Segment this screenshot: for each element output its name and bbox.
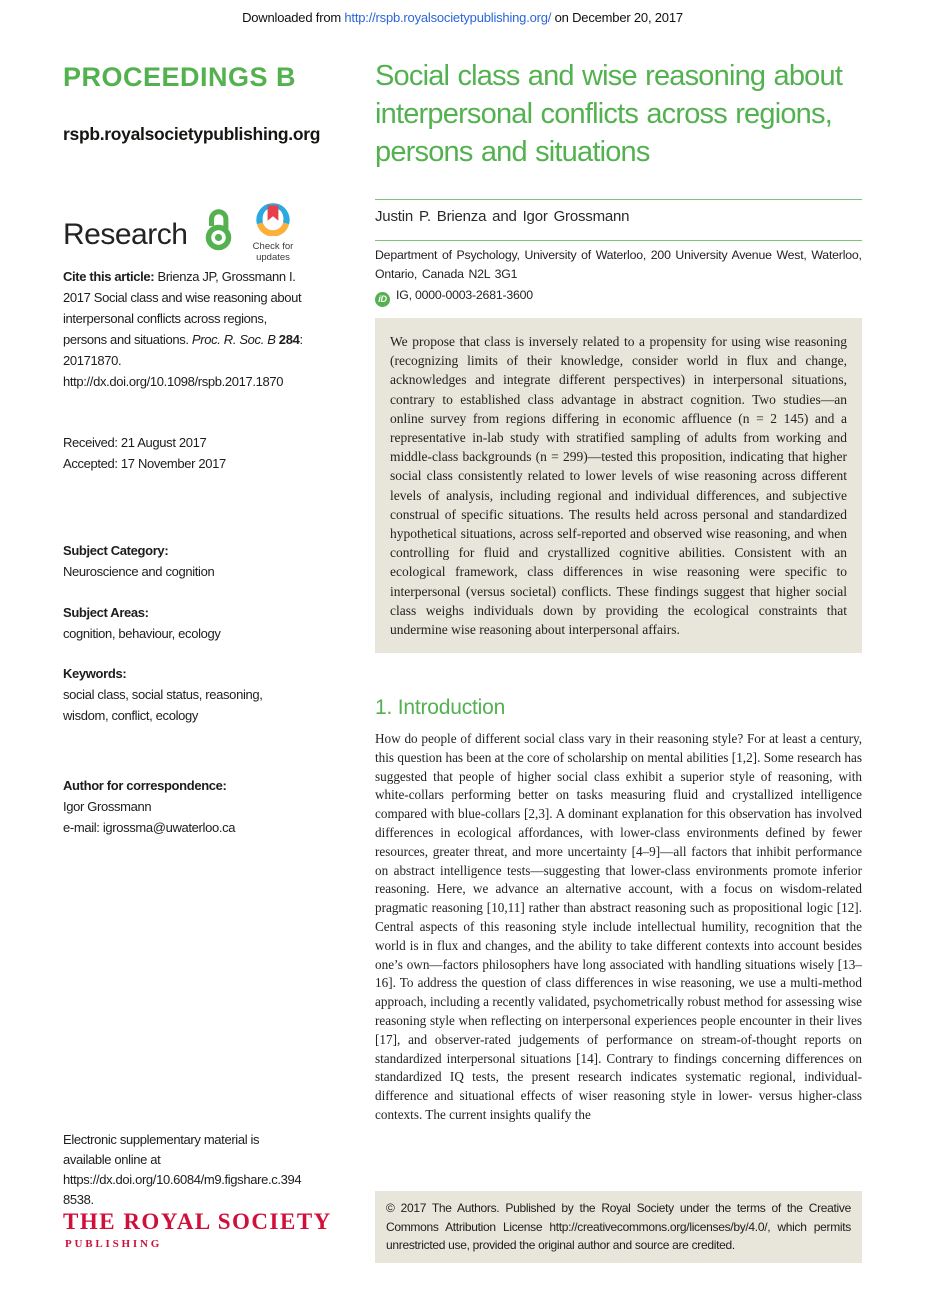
article-authors: Justin P. Brienza and Igor Grossmann <box>375 208 630 225</box>
subject-areas <box>63 602 308 644</box>
email-link[interactable]: igrossma@uwaterloo.ca <box>102 820 236 835</box>
cite-this-article <box>63 266 308 392</box>
cite-text: Brienza JP, Grossmann I. 2017 Social class and wise reasoning about interpersonal conflicts across regions, persons and situations. <box>63 269 302 347</box>
journal-logo: PROCEEDINGS B <box>63 62 297 92</box>
article-title: Social class and wise reasoning about interpersonal conflicts across regions, persons and situations <box>375 60 843 168</box>
download-note <box>0 10 925 25</box>
introduction-paragraph: How do people of different social class vary in their reasoning style? For at least a century, this question has been at the core of scholarship on mental abilities [1,2]. Some research has suggested that people of higher social class exhibit a superior style of reasoning, with white-collars performing better on tasks measuring fluid and crystallized intelligence compared with blue-collars [2,3]. A dominant explanation for this observation has involved differences in ecological affordances, with lower-class environments defined by fewer resources, greater threat, and more uncertainty [4–9]—all factors that inhibit performance on abstract intelligence tests—suggesting that lower-class environments promote inferior reasoning. Here, we advance an alternative account, with a focus on wisdom-related pragmatic reasoning [10,11] rather than abstract reasoning such as propositional logic [12]. Central aspects of this reasoning style include intellectual humility, recognition that the world is in flux and changes, and the ability to take different contexts into account besides one’s own—factors philosophers have long associated with handling situations wisely [13–16]. To address the question of class differences in wise reasoning, we use a multi-method approach, including a recently validated, psychometrically robust method for assessing wise reasoning style when reflecting on interpersonal experiences people encounter in their lives [17], and observer-rated judgements of performance on stream-of-thought reports on standardized interpersonal situations [14]. Contrary to findings concerning differences on standardized IQ tests, the present research indicates systematic regional, individual-difference and situational effects of wiser reasoning style in lower- versus higher-class contexts. The current insights qualify the <box>375 731 862 1122</box>
correspondence-name: Igor Grossmann <box>63 799 152 814</box>
keywords-value: social class, social status, reasoning, wisdom, conflict, ecology <box>63 687 263 723</box>
esm-text: Electronic supplementary material is available online at <box>63 1132 260 1167</box>
orcid-icon[interactable]: iD <box>375 292 390 307</box>
keywords <box>63 663 308 726</box>
cite-doi-link[interactable]: http://dx.doi.org/10.1098/rspb.2017.1870 <box>63 374 284 389</box>
check-for-updates-caption: Check for updates <box>252 241 294 263</box>
cite-label: Cite this article: <box>63 269 155 284</box>
royal-society-logo: THE ROYAL SOCIETY <box>63 1209 332 1234</box>
author-rule-bottom <box>375 240 862 241</box>
electronic-supplementary-note <box>63 1130 308 1210</box>
accepted-date: Accepted: 17 November 2017 <box>63 456 226 471</box>
received-date: Received: 21 August 2017 <box>63 435 207 450</box>
cite-volume: 284 <box>275 332 300 347</box>
abstract-text: We propose that class is inversely related to a propensity for using wise reasoning (recognizing limits of their knowledge, consider world in flux and change, acknowledges and integrate different perspectives) in interpersonal situations, contrary to established class advantage in abstract cognition. Two studies—an online survey from regions differing in economic affluence (n = 2 145) and a representative in-lab study with stratified sampling of adults from working and middle-class backgrounds (n = 299)—tested this proposition, indicating that higher social class consistently related to lower levels of wise reasoning across different levels of analysis, including regional and individual differences, and subjective construal of specific situations. The results held across personal and standardized hypothetical situations, across self-reported and observed wise reasoning, and when controlling for fluid and crystallized cognitive abilities. Consistent with an ecological framework, class differences in wise reasoning were specific to interpersonal (versus societal) conflicts. These findings suggest that higher social class weighs individuals down by providing the ecological constraints that undermine wise reasoning about interpersonal affairs. <box>390 334 847 638</box>
author-correspondence <box>63 775 308 838</box>
correspondence-label: Author for correspondence: <box>63 778 227 793</box>
author-rule-top <box>375 199 862 200</box>
correspondence-email-row <box>63 817 308 838</box>
orcid-row <box>375 288 533 307</box>
download-note-prefix: Downloaded from <box>242 10 345 25</box>
introduction-heading: 1. Introduction <box>375 696 506 719</box>
subject-category <box>63 540 308 582</box>
cite-journal-abbrev: Proc. R. Soc. B <box>191 332 276 347</box>
subject-category-label: Subject Category: <box>63 543 169 558</box>
cite-pages: : 20171870. <box>63 332 303 368</box>
subject-areas-label: Subject Areas: <box>63 605 149 620</box>
journal-site-link[interactable]: http://rspb.royalsocietypublishing.org/ <box>344 10 552 25</box>
abstract-box <box>375 318 862 653</box>
esm-doi-link[interactable]: https://dx.doi.org/10.6084/m9.figshare.c.3948538. <box>63 1172 302 1207</box>
subject-areas-value: cognition, behaviour, ecology <box>63 626 221 641</box>
check-for-updates-icon <box>254 200 292 236</box>
email-prefix: e-mail: <box>63 820 103 835</box>
royal-society-publishing-label: PUBLISHING <box>65 1238 163 1250</box>
open-access-padlock-svg <box>200 202 237 251</box>
orcid-id-text: IG, 0000-0003-2681-3600 <box>396 288 533 302</box>
check-for-updates-badge[interactable] <box>250 200 296 263</box>
open-access-icon <box>200 202 237 256</box>
subject-category-value: Neuroscience and cognition <box>63 564 215 579</box>
section-research-label: Research <box>63 218 188 251</box>
author-affiliation: Department of Psychology, University of Waterloo, 200 University Avenue West, Waterloo, Ontario, Canada N2L 3G1 <box>375 248 862 281</box>
license-box: © 2017 The Authors. Published by the Royal Society under the terms of the Creative Commons Attribution License http://creativecommons.org/licenses/by/4.0/, which permits unrestricted use, provided the original author and source are credited. <box>375 1191 862 1263</box>
journal-site-url: rspb.royalsocietypublishing.org <box>63 124 321 144</box>
download-note-suffix: on December 20, 2017 <box>551 10 683 25</box>
keywords-label: Keywords: <box>63 666 127 681</box>
